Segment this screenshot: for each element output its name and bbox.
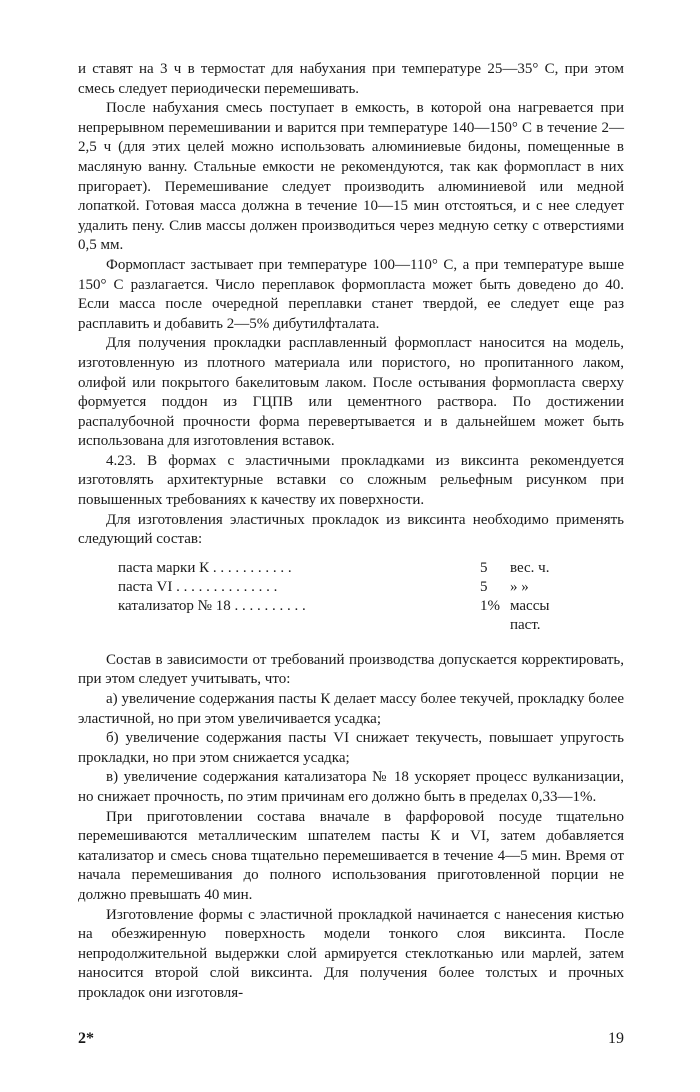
paragraph: и ставят на 3 ч в термостат для набухания при температуре 25—35° С, при этом смесь следует периодически перемешивать. [78,61,624,97]
paragraph: 4.23. В формах с эластичными прокладками из виксинта рекомендуется изготовлять архитектурные вставки со сложным рельефным рисунком при повышенных требованиях к качеству их поверхности. [78,452,624,509]
paragraph: а) увеличение содержания пасты К делает массу более текучей, прокладку более эластичной, но при этом увеличивается усадка; [78,691,624,727]
text-block-top [78,60,624,550]
recipe-quantity: 1% [480,597,500,614]
paragraph: Формопласт застывает при температуре 100—110° С, а при температуре выше 150° С разлагается. Число переплавок формопласта может быть доведено до 40. Если масса после очередной переплавки станет твердой, ее следует еще раз расплавить и добавить 2—5% дибутилфталата. [78,256,624,332]
paragraph: Состав в зависимости от требований производства допускается корректировать, при этом следует учитывать, что: [78,651,624,688]
paragraph: После набухания смесь поступает в емкость, в которой она нагревается при непрерывном перемешивании и варится при температуре 140—150° С в течение 2—2,5 ч (для этих целей можно использовать алюминиевые бидоны, помещенные в масляную ванну. Стальные емкости не рекомендуются, так как формопласт в них пригорает). Перемешивание следует производить алюминиевой или медной лопаткой. Готовая масса должна в течение 10—15 мин отстояться, и с нее следует удалить пену. Слив массы должен производиться через медную сетку с отверстиями 0,5 мм. [78,100,624,254]
recipe-unit: вес. ч. [510,559,550,576]
recipe-quantity: 5 [480,578,488,595]
page-body [78,60,624,1004]
paragraph: Для изготовления эластичных прокладок из виксинта необходимо применять следующий состав: [78,511,624,548]
paragraph: Для получения прокладки расплавленный формопласт наносится на модель, изготовленную из плотного материала или пористого, но пропитанного лаком, олифой или покрытого бакелитовым лаком. После остывания формопласта сверху формуется поддон из ГЦПВ или цементного раствора. По достижении распалубочной прочности форма перевертывается и в дальнейшем может быть использована для изготовления вставок. [78,335,624,450]
recipe-row [118,597,624,616]
dot-leader: . . . . . . . . . . . [209,559,292,576]
recipe-unit: массы [510,597,550,614]
text-block-bottom [78,651,624,1004]
recipe-unit-continuation: паст. [510,616,541,633]
recipe-row [118,578,624,597]
recipe-table [118,559,624,635]
signature-mark: 2* [78,1030,94,1047]
recipe-unit: » » [510,578,529,595]
paragraph: При приготовлении состава вначале в фарфоровой посуде тщательно перемешиваются металлическим шпателем пасты К и VI, затем добавляется катализатор и смесь снова тщательно перемешивается в течение 4—5 мин. Время от начала перемешивания до полного использования приготовленной порции не должно превышать 40 мин. [78,808,624,903]
recipe-ingredient: паста марки К [118,559,210,576]
dot-leader: . . . . . . . . . . [230,597,306,614]
recipe-ingredient: паста VI [118,578,173,595]
paragraph: в) увеличение содержания катализатора № 18 ускоряет процесс вулканизации, но снижает прочность, по этим причинам его должно быть в пределах 0,33—1%. [78,769,624,805]
recipe-ingredient: катализатор № 18 [118,597,231,614]
dot-leader: . . . . . . . . . . . . . . [172,578,278,595]
paragraph: Изготовление формы с эластичной прокладкой начинается с нанесения кистью на обезжиренную поверхность модели тонкого слоя виксинта. После непродолжительной выдержки слой армируется стеклотканью или марлей, затем наносится второй слой виксинта. Для получения более толстых и прочных прокладок они изготовля- [78,906,624,1001]
recipe-row [118,559,624,578]
recipe-quantity: 5 [480,559,488,576]
page-number: 19 [608,1030,624,1047]
paragraph: б) увеличение содержания пасты VI снижает текучесть, повышает упругость прокладки, но при этом снижается усадка; [78,730,624,766]
page-footer [78,1030,624,1048]
